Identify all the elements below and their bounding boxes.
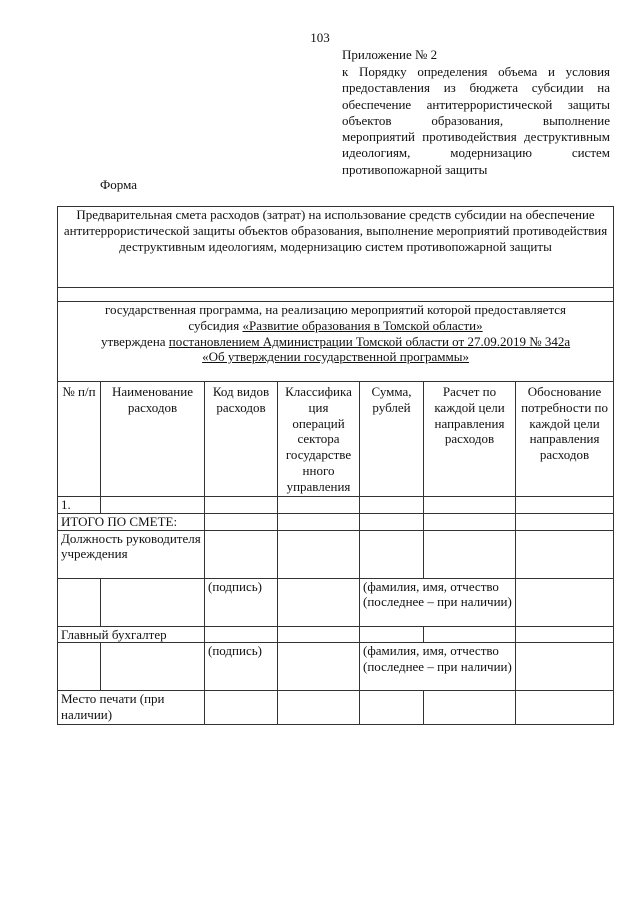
table-cell: [516, 578, 614, 626]
table-cell: [58, 578, 101, 626]
seal-row: [58, 691, 614, 725]
table-cell: [278, 691, 360, 725]
table-cell: [516, 513, 614, 530]
table-cell: [516, 643, 614, 691]
header-cell-number: № п/п: [58, 382, 101, 497]
signature-label: (подпись): [205, 643, 278, 691]
table-cell: [205, 513, 278, 530]
header-cell-code: Код видов расходов: [205, 382, 278, 497]
signature-label: (подпись): [205, 578, 278, 626]
table-cell: [360, 530, 424, 578]
chief-accountant-row: [58, 626, 614, 643]
table-cell: [101, 497, 205, 514]
table-cell: [278, 626, 360, 643]
estimate-table: [57, 206, 614, 725]
program-line-2: [61, 318, 610, 334]
name-label: (фамилия, имя, отчество (последнее – при наличии): [360, 578, 516, 626]
header-cell-justification: Обоснование потребности по каждой цели направления расходов: [516, 382, 614, 497]
annex-title: Приложение № 2: [342, 47, 438, 62]
program-line-1: государственная программа, на реализацию мероприятий которой предоставляется: [105, 302, 567, 317]
head-position-row: [58, 530, 614, 578]
header-row: [58, 382, 614, 497]
estimate-title: Предварительная смета расходов (затрат) на использование средств субсидии на обеспечение антитеррористической защиты объектов образования, выполнение мероприятий противодействия деструктивным идеологиям, модернизацию систем противопожарной защиты: [58, 207, 614, 288]
table-cell: [205, 530, 278, 578]
table-cell: [101, 643, 205, 691]
table-cell: [278, 643, 360, 691]
table-cell: [205, 497, 278, 514]
table-cell: [360, 691, 424, 725]
header-cell-sum: Сумма, рублей: [360, 382, 424, 497]
chief-accountant-label: Главный бухгалтер: [58, 626, 205, 643]
table-cell: [278, 497, 360, 514]
total-row: [58, 513, 614, 530]
table-cell: [424, 497, 516, 514]
table-cell: [360, 626, 424, 643]
page-number: 103: [310, 30, 330, 45]
table-cell: [205, 691, 278, 725]
program-decree-title: «Об утверждении государственной программы»: [202, 349, 469, 365]
table-cell: [360, 513, 424, 530]
header-cell-calculation: Расчет по каждой цели направления расходов: [424, 382, 516, 497]
program-line-3: [61, 334, 610, 350]
table-cell: [516, 530, 614, 578]
form-label: Форма: [100, 177, 137, 192]
head-signature-row: [58, 578, 614, 626]
table-cell: [278, 530, 360, 578]
program-decree: постановлением Администрации Томской области от 27.09.2019 № 342а: [168, 333, 571, 349]
table-cell: [424, 530, 516, 578]
table-cell: [516, 691, 614, 725]
total-label: ИТОГО ПО СМЕТЕ:: [58, 513, 205, 530]
program-info: [58, 302, 614, 382]
name-label: (фамилия, имя, отчество (последнее – при наличии): [360, 643, 516, 691]
table-cell: [205, 626, 278, 643]
head-position-label: Должность руководителя учреждения: [58, 530, 205, 578]
table-cell: [360, 497, 424, 514]
seal-place-label: Место печати (при наличии): [58, 691, 205, 725]
annex-text: к Порядку определения объема и условия предоставления из бюджета субсидии на обеспечение антитеррористической защиты объектов образования, выполнение мероприятий противодействия деструктивным идеологиям, модернизацию систем противопожарной защиты: [342, 64, 610, 177]
program-name: «Развитие образования в Томской области»: [242, 317, 483, 333]
program-line-3-prefix: утверждена: [100, 333, 169, 349]
table-cell: [58, 643, 101, 691]
table-cell: [424, 626, 516, 643]
header-cell-name: Наименование расходов: [101, 382, 205, 497]
program-line-2-prefix: субсидия: [188, 317, 243, 333]
table-cell: [278, 513, 360, 530]
table-cell: [278, 578, 360, 626]
row-number: 1.: [58, 497, 101, 514]
table-cell: [516, 497, 614, 514]
table-row: [58, 497, 614, 514]
table-cell: [101, 578, 205, 626]
blank-row: [58, 288, 614, 302]
table-cell: [424, 513, 516, 530]
header-cell-classification: Классифика ция операций сектора государстве нного управления: [278, 382, 360, 497]
table-cell: [516, 626, 614, 643]
accountant-signature-row: [58, 643, 614, 691]
table-cell: [424, 691, 516, 725]
